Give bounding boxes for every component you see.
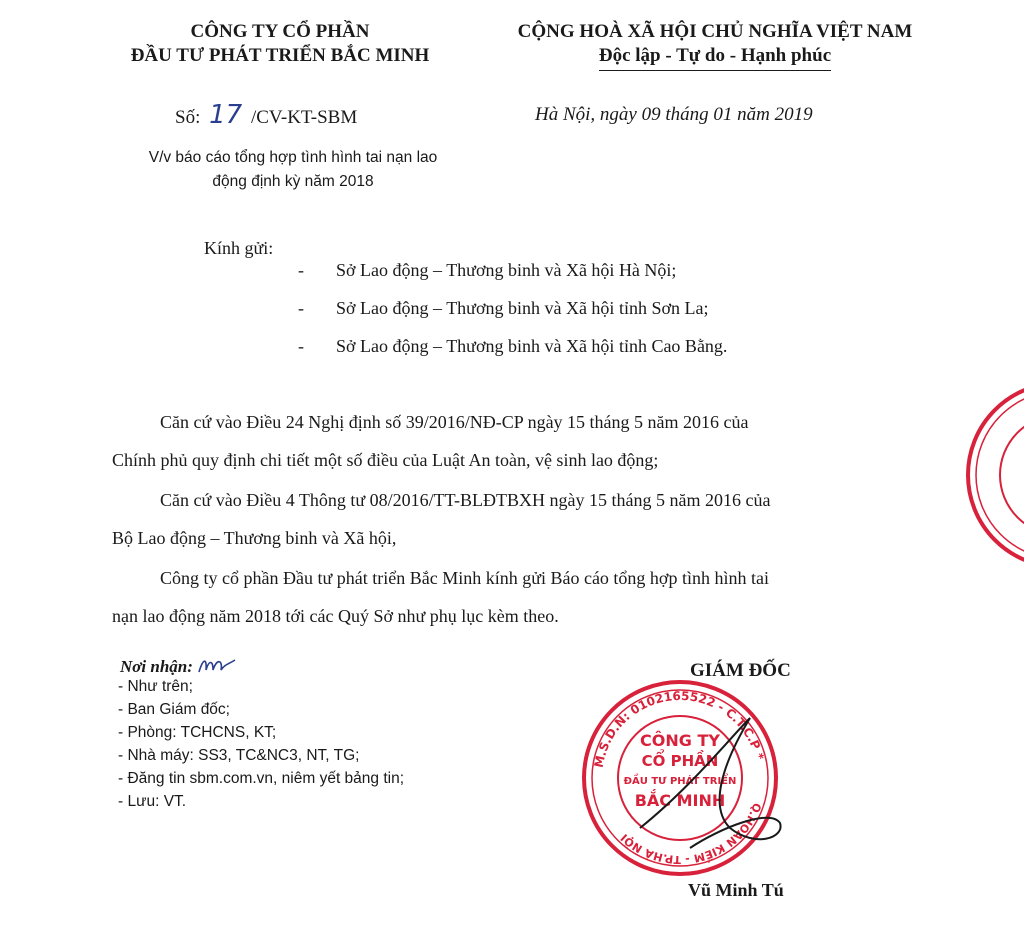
subject-line-1: V/v báo cáo tổng hợp tình hình tai nạn lao: [148, 149, 438, 166]
seal-ring-text: M.S.D.N: 0102165522 - C.T.C.P *: [591, 688, 767, 769]
number-prefix: Số:: [175, 107, 201, 128]
nation-title: CỘNG HOÀ XÃ HỘI CHỦ NGHĨA VIỆT NAM: [517, 21, 913, 42]
handwritten-number: 17: [209, 100, 243, 130]
paragraph-2-line-2: Bộ Lao động – Thương binh và Xã hội,: [112, 528, 397, 548]
paragraph-1-line-1: Căn cứ vào Điều 24 Nghị định số 39/2016/NĐ-CP ngày 15 tháng 5 năm 2016 của: [160, 412, 749, 432]
document-number: [175, 100, 357, 130]
recipients-footer-item: - Phòng: TCHCNS, KT;: [118, 724, 277, 741]
company-name-block: [100, 20, 460, 68]
place-date: Hà Nội, ngày 09 tháng 01 năm 2019: [535, 104, 813, 125]
recipients-footer-item: - Đăng tin sbm.com.vn, niêm yết bảng tin;: [118, 770, 405, 787]
nation-header: [480, 20, 950, 71]
signer-name: Vũ Minh Tú: [688, 880, 784, 900]
recipients-footer-item: - Như trên;: [118, 678, 193, 695]
recipient-text: Sở Lao động – Thương binh và Xã hội tỉnh Cao Bằng.: [336, 336, 728, 356]
recipient-dash: -: [298, 260, 304, 280]
seal-line-2: CỔ PHẦN: [641, 752, 719, 770]
recipients-footer-item: - Ban Giám đốc;: [118, 701, 230, 718]
paragraph-3-line-2: nạn lao động năm 2018 tới các Quý Sở như phụ lục kèm theo.: [112, 606, 559, 626]
recipient-text: Sở Lao động – Thương binh và Xã hội tỉnh Sơn La;: [336, 298, 709, 318]
recipients-footer-title: Nơi nhận:: [120, 654, 237, 678]
paragraph-3-line-1: Công ty cổ phần Đầu tư phát triển Bắc Minh kính gửi Báo cáo tổng hợp tình hình tai: [160, 568, 769, 588]
company-seal: [580, 678, 810, 878]
company-line-1: CÔNG TY CỔ PHẦN: [190, 21, 370, 42]
paragraph-1-line-2: Chính phủ quy định chi tiết một số điều của Luật An toàn, vệ sinh lao động;: [112, 450, 659, 470]
recipients-footer-item: - Nhà máy: SS3, TC&NC3, NT, TG;: [118, 747, 360, 764]
partial-seal: [960, 385, 1024, 575]
seal-ring-bottom: Q.HOÀN KIẾM - TP.HÀ NỘI: [618, 801, 764, 867]
subject-line-2: động định kỳ năm 2018: [212, 173, 374, 190]
subject-line: [140, 146, 446, 194]
recipient-dash: -: [298, 298, 304, 318]
initials-scribble: [197, 654, 237, 678]
seal-line-3: ĐẦU TƯ PHÁT TRIỂN: [623, 776, 737, 787]
seal-line-4: BẮC MINH: [634, 791, 726, 810]
company-line-2: ĐẦU TƯ PHÁT TRIỂN BẮC MINH: [130, 45, 430, 66]
number-suffix: /CV-KT-SBM: [250, 107, 358, 128]
signatory-title: GIÁM ĐỐC: [690, 660, 791, 681]
recipients-footer-item: - Lưu: VT.: [118, 793, 187, 810]
recipient-text: Sở Lao động – Thương binh và Xã hội Hà Nội;: [336, 260, 677, 280]
greeting: Kính gửi:: [204, 238, 274, 258]
motto: Độc lập - Tự do - Hạnh phúc: [599, 44, 831, 71]
paragraph-2-line-1: Căn cứ vào Điều 4 Thông tư 08/2016/TT-BLĐTBXH ngày 15 tháng 5 năm 2016 của: [160, 490, 771, 510]
seal-line-1: CÔNG TY: [640, 731, 720, 750]
recipient-dash: -: [298, 336, 304, 356]
